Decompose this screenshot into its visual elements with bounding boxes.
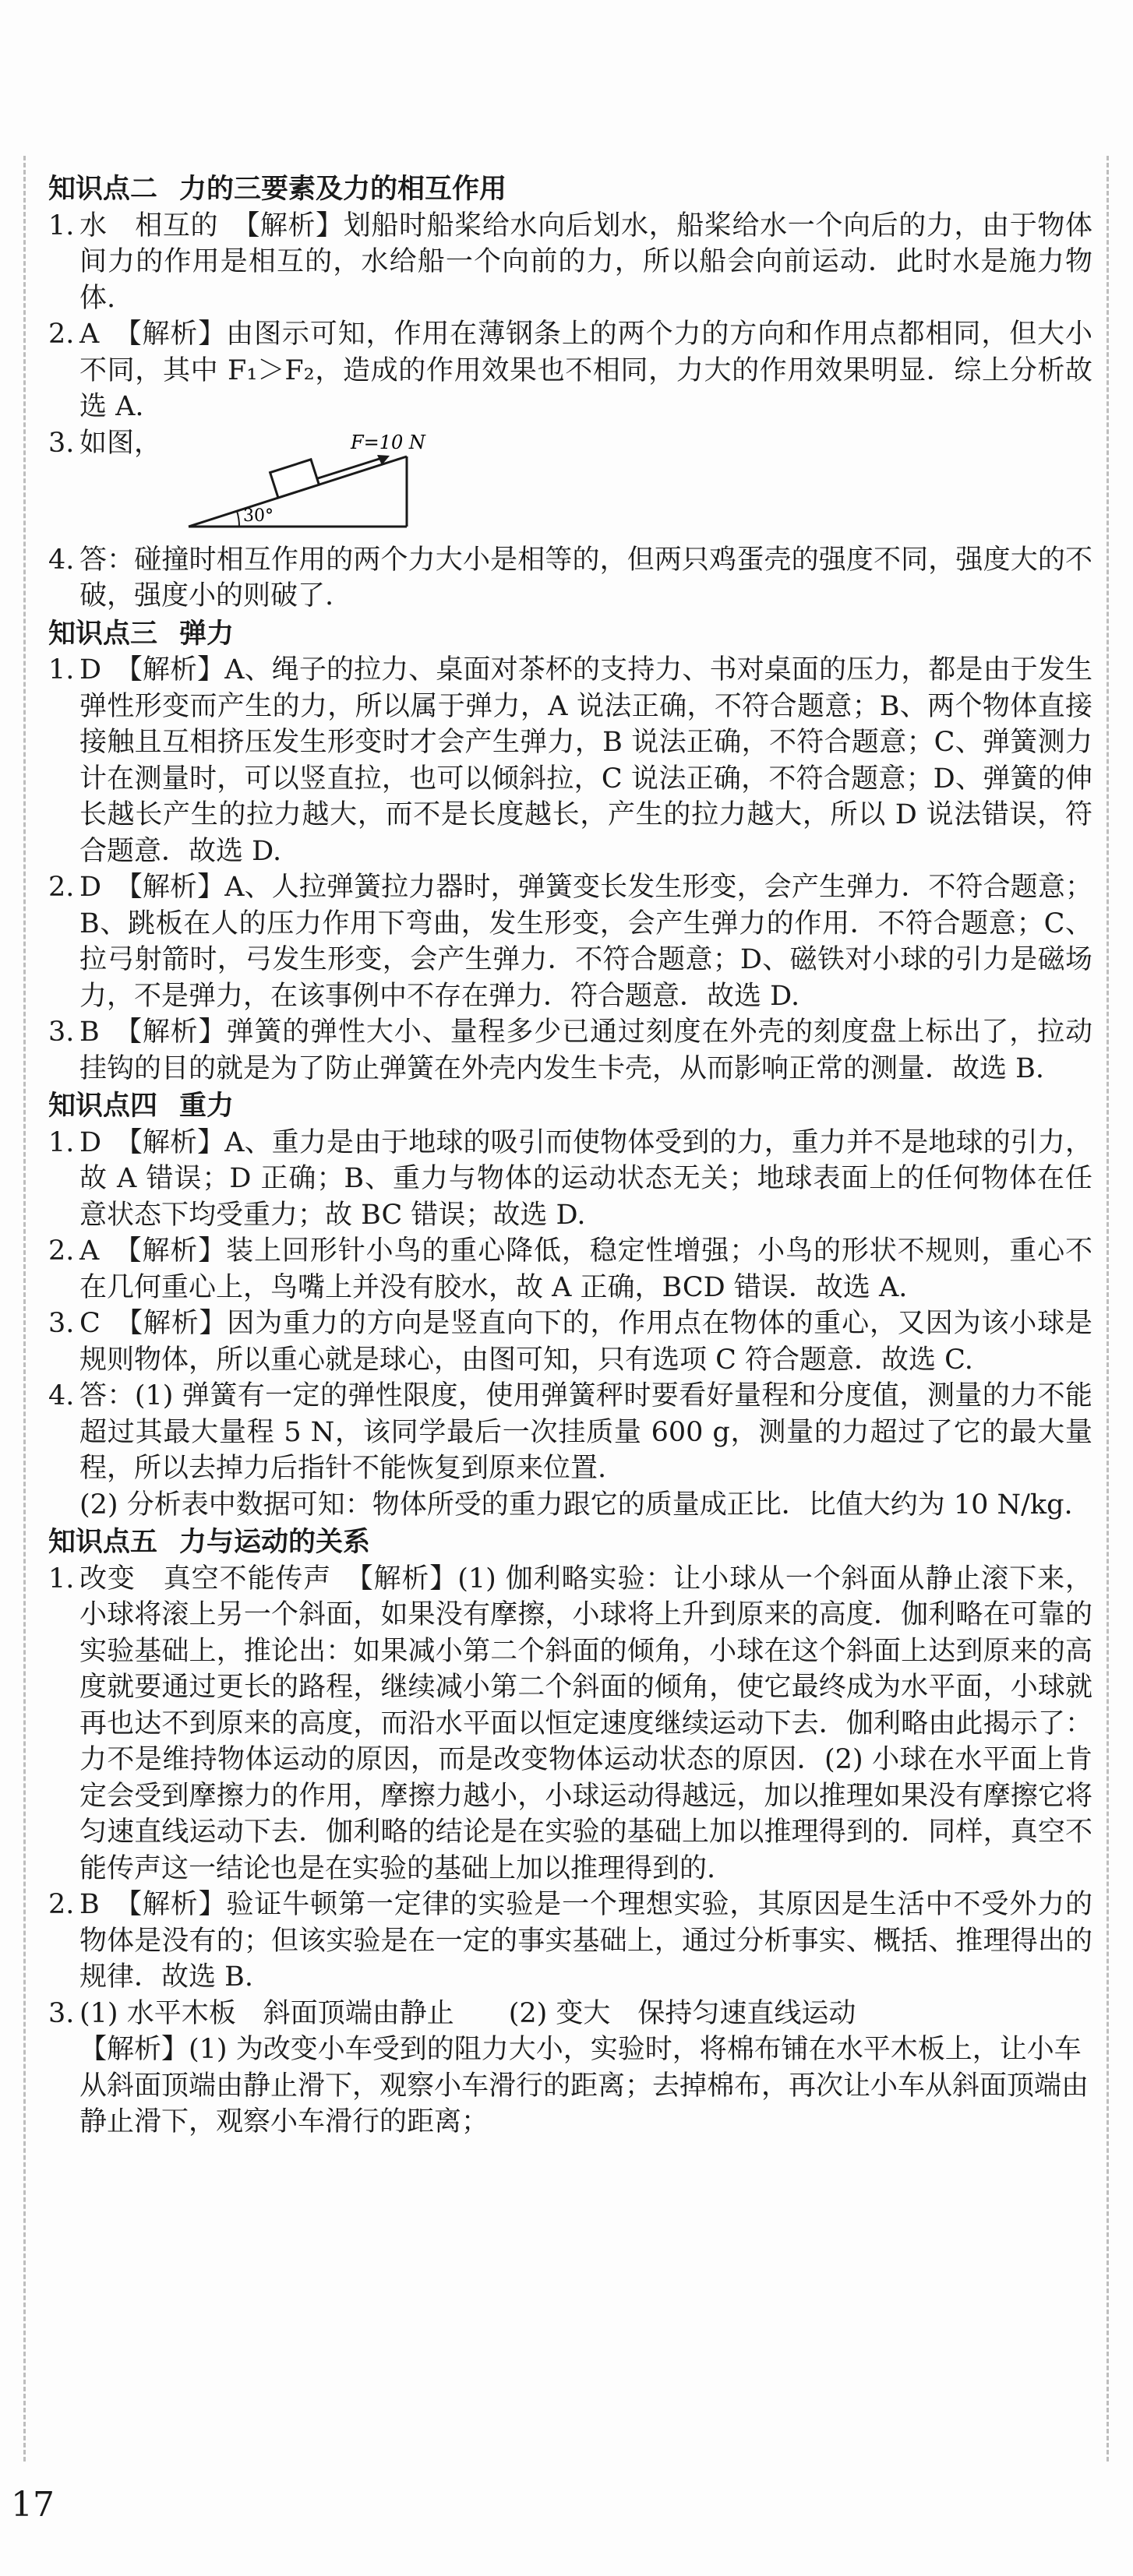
incline-force-diagram bbox=[173, 433, 485, 534]
section-heading-2 bbox=[48, 171, 1092, 208]
item-number: 1. bbox=[48, 210, 75, 241]
answer-item bbox=[48, 1014, 1092, 1087]
item-number: 3. bbox=[48, 1308, 75, 1339]
item-text: B 【解析】验证牛顿第一定律的实验是一个理想实验，其原因是生活中不受外力的物体是没有的；但该实验是在一定的事实基础上，通过分析事实、概括、推理得出的规律．故选 B. bbox=[79, 1889, 1092, 1993]
answer-item bbox=[48, 1306, 1092, 1378]
section-title: 力的三要素及力的相互作用 bbox=[179, 174, 507, 205]
item-text: 水 相互的 【解析】划船时船桨给水向后划水，船桨给水一个向后的力，由于物体间力的作用是相互的，水给船一个向前的力，所以船会向前运动．此时水是施力物体. bbox=[79, 210, 1092, 314]
answer-item bbox=[48, 1561, 1092, 1887]
item-number: 3. bbox=[48, 427, 75, 459]
item-text: (1) 水平木板 斜面顶端由静止 (2) 变大 保持匀速直线运动 bbox=[79, 1997, 856, 2029]
item-text: A 【解析】装上回形针小鸟的重心降低，稳定性增强；小鸟的形状不规则，重心不在几何重心上，鸟嘴上并没有胶水，故 A 正确，BCD 错误．故选 A. bbox=[79, 1235, 1092, 1303]
right-cut-line bbox=[1107, 156, 1109, 2461]
answer-item bbox=[48, 1887, 1092, 1996]
item-number: 2. bbox=[48, 1235, 75, 1267]
section-heading-4 bbox=[48, 1088, 1092, 1125]
item-number: 4. bbox=[48, 544, 75, 576]
item-text: 如图， bbox=[79, 427, 162, 459]
item-text: D 【解析】A、人拉弹簧拉力器时，弹簧变长发生形变，会产生弹力．不符合题意；B、跳板在人的压力作用下弯曲，发生形变，会产生弹力的作用．不符合题意；C、拉弓射箭时，弓发生形变，会产生弹力．不符合题意；D、磁铁对小球的引力是磁场力，不是弹力，在该事例中不存在弹力．符合题意．故选 D. bbox=[79, 872, 1092, 1012]
section-label: 知识点四 bbox=[48, 1091, 158, 1122]
answer-item bbox=[48, 1378, 1092, 1487]
item-number: 1. bbox=[48, 1126, 75, 1158]
item-text: A 【解析】由图示可知，作用在薄钢条上的两个力的方向和作用点都相同，但大小不同，其中 F₁＞F₂，造成的作用效果也不相同，力大的作用效果明显．综上分析故选 A. bbox=[79, 319, 1092, 422]
left-cut-line bbox=[23, 156, 26, 2461]
answer-item bbox=[48, 1125, 1092, 1234]
item-text: 答：碰撞时相互作用的两个力大小是相等的，但两只鸡蛋壳的强度不同，强度大的不破，强度小的则破了. bbox=[79, 544, 1092, 611]
item-text: 答：(1) 弹簧有一定的弹性限度，使用弹簧秤时要看好量程和分度值，测量的力不能超过其最大量程 5 N，该同学最后一次挂质量 600 g，测量的力超过了它的最大量程，所以去掉力后指针不能恢复到原来位置. bbox=[79, 1380, 1092, 1484]
item-text: D 【解析】A、重力是由于地球的吸引而使物体受到的力，重力并不是地球的引力，故 A 错误；D 正确；B、重力与物体的运动状态无关；地球表面上的任何物体在任意状态下均受重力；故 BC 错误；故选 D. bbox=[79, 1126, 1092, 1231]
answer-item bbox=[48, 1996, 1092, 2032]
answer-item bbox=[48, 316, 1092, 425]
answer-item bbox=[48, 208, 1092, 317]
answer-subpart: 【解析】(1) 为改变小车受到的阻力大小，实验时，将棉布铺在水平木板上，让小车从斜面顶端由静止滑下，观察小车滑行的距离；去掉棉布，再次让小车从斜面顶端由静止滑下，观察小车滑行的距离； bbox=[79, 2034, 1089, 2137]
item-text: 改变 真空不能传声 【解析】(1) 伽利略实验：让小球从一个斜面从静止滚下来，小球将滚上另一个斜面，如果没有摩擦，小球将上升到原来的高度．伽利略在可靠的实验基础上，推论出：如果减小第二个斜面的倾角，小球在这个斜面上达到原来的高度就要通过更长的路程，继续减小第二个斜面的倾角，使它最终成为水平面，小球就再也达不到原来的高度，而沿水平面以恒定速度继续运动下去．伽利略由此揭示了：力不是维持物体运动的原因，而是改变物体运动状态的原因．(2) 小球在水平面上肯定会受到摩擦力的作用，摩擦力越小，小球运动得越远，加以推理如果没有摩擦它将匀速直线运动下去．伽利略的结论是在实验的基础上加以推理得到的．同样，真空不能传声这一结论也是在实验的基础上加以推理得到的. bbox=[79, 1563, 1092, 1884]
section-label: 知识点三 bbox=[48, 618, 158, 650]
block bbox=[270, 459, 319, 497]
page-content bbox=[48, 170, 1092, 2141]
item-number: 4. bbox=[48, 1380, 75, 1411]
section-title: 力与运动的关系 bbox=[179, 1527, 371, 1558]
item-number: 2. bbox=[48, 1889, 75, 1920]
section-title: 重力 bbox=[179, 1091, 235, 1122]
force-label: F=10 N bbox=[351, 432, 425, 453]
item-number: 2. bbox=[48, 872, 75, 903]
angle-label: 30° bbox=[243, 506, 274, 526]
section-label: 知识点二 bbox=[48, 174, 158, 205]
section-label: 知识点五 bbox=[48, 1527, 158, 1558]
answer-item-figure bbox=[48, 425, 1092, 542]
item-text: B 【解析】弹簧的弹性大小、量程多少已通过刻度在外壳的刻度盘上标出了，拉动挂钩的目的就是为了防止弹簧在外壳内发生卡壳，从而影响正常的测量．故选 B. bbox=[79, 1017, 1092, 1084]
angle-arc bbox=[237, 511, 239, 527]
item-number: 1. bbox=[48, 1563, 75, 1595]
section-title: 弹力 bbox=[179, 618, 235, 650]
answer-item bbox=[48, 869, 1092, 1014]
section-heading-5 bbox=[48, 1524, 1092, 1561]
answer-subpart: (2) 分析表中数据可知：物体所受的重力跟它的质量成正比．比值大约为 10 N/kg. bbox=[79, 1489, 1073, 1521]
answer-item bbox=[48, 1233, 1092, 1306]
answer-item bbox=[48, 652, 1092, 869]
item-number: 1. bbox=[48, 654, 75, 685]
answer-item bbox=[48, 542, 1092, 615]
page-number: 17 bbox=[11, 2485, 55, 2525]
section-heading-3 bbox=[48, 616, 1092, 653]
item-text: C 【解析】因为重力的方向是竖直向下的，作用点在物体的重心，又因为该小球是规则物体，所以重心就是球心，由图可知，只有选项 C 符合题意．故选 C. bbox=[79, 1308, 1092, 1376]
item-number: 2. bbox=[48, 319, 75, 350]
item-text: D 【解析】A、绳子的拉力、桌面对茶杯的支持力、书对桌面的压力，都是由于发生弹性形变而产生的力，所以属于弹力，A 说法正确，不符合题意；B、两个物体直接接触且互相挤压发生形变时才会产生弹力，B 说法正确，不符合题意；C、弹簧测力计在测量时，可以竖直拉，也可以倾斜拉，C 说法正确，不符合题意；D、弹簧的伸长越长产生的拉力越大，而不是长度越长，产生的拉力越大，所以 D 说法错误，符合题意．故选 D. bbox=[79, 654, 1092, 867]
item-number: 3. bbox=[48, 1017, 75, 1048]
item-number: 3. bbox=[48, 1997, 75, 2029]
